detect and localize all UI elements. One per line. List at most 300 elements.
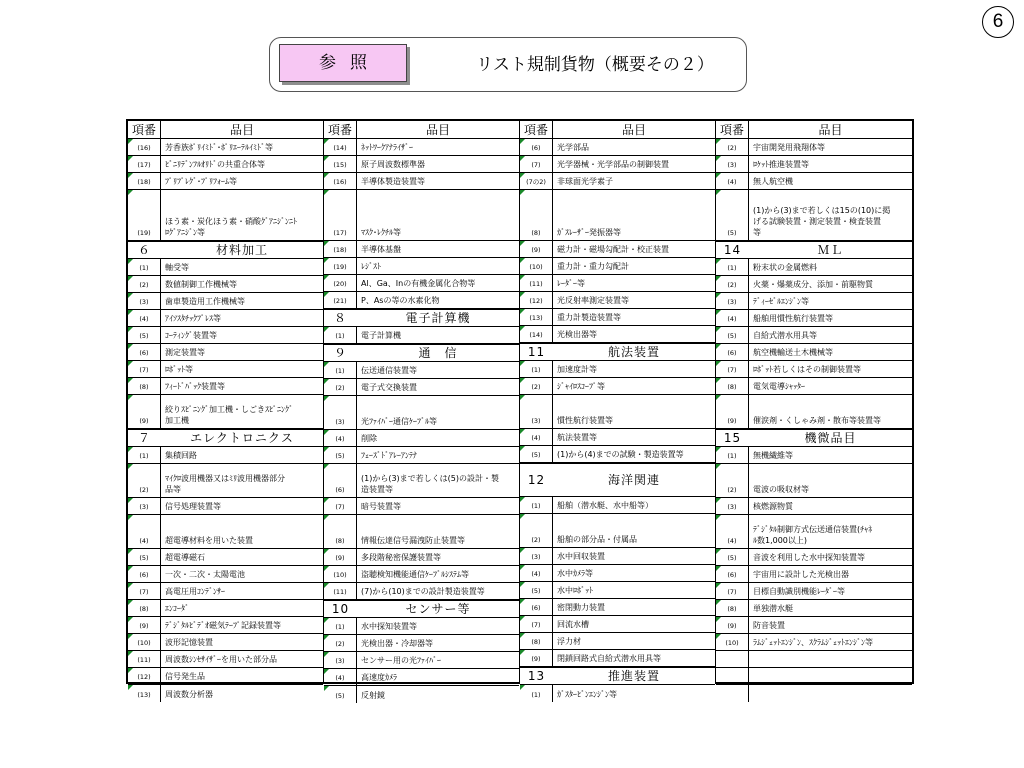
item-number: (10): [324, 566, 357, 582]
item-number: (19): [128, 190, 161, 240]
category-row: [324, 600, 519, 618]
table-row: [716, 259, 912, 276]
table-row: [716, 515, 912, 549]
item-name: 芳香族ﾎﾟﾘｲﾐﾄﾞ･ﾎﾟﾘｴｰﾃﾙｲﾐﾄﾞ等: [165, 143, 273, 152]
item-name: 核燃源物質: [753, 502, 793, 511]
item-number: (8): [520, 190, 553, 240]
table-row: [128, 344, 323, 361]
item-number: (1): [520, 361, 553, 377]
item-name: 単独潜水艇: [753, 604, 793, 613]
item-number: (6): [716, 344, 749, 360]
item-name: 船舶の部分品・付属品: [557, 535, 637, 544]
item-name: 水中回収装置: [557, 552, 605, 561]
table-row: [128, 156, 323, 173]
item-name: 信号処理装置等: [165, 502, 221, 511]
item-number: (1): [128, 259, 161, 275]
item-name: 電気電導ｼｬｯﾀｰ: [753, 382, 805, 391]
item-name: ﾛﾎﾞｯﾄ等: [165, 365, 193, 374]
table-column: [520, 121, 716, 699]
item-name: 情報伝達信号漏洩防止装置等: [361, 536, 465, 545]
table-row: [128, 668, 323, 685]
item-number: (18): [324, 241, 357, 257]
table-row: [128, 498, 323, 515]
table-row: [520, 446, 715, 463]
table-row: [324, 430, 519, 447]
item-number: (8): [716, 600, 749, 616]
item-number: (7): [716, 583, 749, 599]
table-row: [128, 685, 323, 702]
table-row: [716, 583, 912, 600]
item-number: (11): [324, 583, 357, 599]
item-number: (16): [324, 173, 357, 189]
category-row: [520, 343, 715, 361]
item-number: (5): [520, 446, 553, 462]
item-number: (10): [716, 634, 749, 650]
category-name: エレクトロニクス: [190, 431, 294, 445]
item-number: (4): [716, 515, 749, 548]
table-row: [716, 361, 912, 378]
item-name: (1)から(4)までの試験・製造装置等: [557, 450, 684, 459]
item-number: (9): [324, 549, 357, 565]
item-name: 数値制御工作機械等: [165, 280, 237, 289]
item-number: (5): [128, 549, 161, 565]
item-name: 電子式交換装置: [361, 383, 417, 392]
table-row: [520, 548, 715, 565]
item-number: (1): [716, 447, 749, 463]
item-name: (7)から(10)までの設計製造装置等: [361, 587, 485, 596]
item-name: 軸受等: [165, 263, 189, 272]
item-number: (17): [128, 156, 161, 172]
item-number: [716, 668, 749, 684]
item-name: 周波数ｼﾝｾｻｲｻﾞｰを用いた部分品: [165, 655, 277, 664]
item-name: ﾚｰﾀﾞｰ等: [557, 279, 585, 288]
item-number: (5): [324, 686, 357, 703]
item-number: (3): [128, 293, 161, 309]
item-number: (2): [128, 276, 161, 292]
item-name: 歯車製造用工作機械等: [165, 297, 245, 306]
table-row: [716, 378, 912, 395]
category-row: [324, 344, 519, 362]
table-row: [716, 634, 912, 651]
item-number: (12): [128, 668, 161, 684]
table-row: [128, 361, 323, 378]
item-number: (14): [324, 139, 357, 155]
item-number: (7): [128, 583, 161, 599]
table-row: [128, 327, 323, 344]
table-row: [128, 549, 323, 566]
item-name: ﾛﾎﾞｯﾄ若しくはその制御装置等: [753, 365, 861, 374]
item-number: (3): [716, 498, 749, 514]
item-number: (11): [128, 651, 161, 667]
table-row: [520, 241, 715, 258]
item-number: (6): [128, 566, 161, 582]
item-number: (13): [520, 309, 553, 325]
reference-label: 参照: [279, 44, 407, 82]
table-row: [128, 276, 323, 293]
item-name: センサー用の光ﾌｧｲﾊﾞｰ: [361, 656, 441, 665]
table-row: [520, 378, 715, 395]
table-row: [716, 668, 912, 685]
item-name: 電子計算機: [361, 331, 401, 340]
table-column: [716, 121, 912, 682]
item-name: [749, 685, 912, 702]
item-name: 目標自動識別機能ﾚｰﾀﾞｰ等: [753, 587, 845, 596]
item-number: (9): [128, 395, 161, 428]
category-number: ７: [137, 431, 151, 445]
item-name: 宇宙用に設計した光検出器: [753, 570, 849, 579]
item-name: 宇宙開発用飛翔体等: [753, 143, 825, 152]
item-name: 測定装置等: [165, 348, 205, 357]
item-name: 航空機輸送土木機械等: [753, 348, 833, 357]
table-row: [520, 139, 715, 156]
item-name: 非球面光学素子: [557, 177, 613, 186]
table-row: [716, 464, 912, 498]
table-header-row: [520, 121, 715, 139]
item-name: 慣性航行装置等: [557, 416, 613, 425]
item-number: (1): [520, 497, 553, 513]
item-number: (3): [324, 652, 357, 668]
table-row: [716, 344, 912, 361]
table-row: [128, 464, 323, 498]
item-name: 波形記憶装置: [165, 638, 213, 647]
category-number: 11: [527, 345, 546, 359]
table-row: [716, 173, 912, 190]
header-number-label: 項番: [324, 121, 357, 138]
item-number: (3): [128, 498, 161, 514]
item-number: (3): [520, 548, 553, 564]
item-number: (3): [324, 396, 357, 429]
item-name: 半導体製造装置等: [361, 177, 425, 186]
page-number: 6: [982, 6, 1014, 38]
item-number: (4): [128, 515, 161, 548]
item-number: [716, 651, 749, 667]
category-number: 14: [723, 243, 742, 257]
item-name: 光学部品: [557, 143, 589, 152]
item-name: ｴﾝｺｰﾀﾞ: [165, 604, 189, 613]
item-name: 反射鏡: [361, 691, 385, 700]
category-name: 通 信: [418, 346, 458, 360]
item-number: (7): [324, 498, 357, 514]
table-row: [520, 309, 715, 326]
category-number: 10: [331, 602, 350, 616]
item-name: 回流水槽: [557, 620, 589, 629]
item-number: (2): [716, 276, 749, 292]
item-name: P、Asの等の水素化物: [361, 296, 440, 305]
item-number: (4): [520, 429, 553, 445]
table-row: [520, 565, 715, 582]
item-name: [749, 668, 912, 684]
item-number: (3): [716, 293, 749, 309]
table-row: [324, 686, 519, 703]
table-row: [324, 275, 519, 292]
item-name: 無人航空機: [753, 177, 793, 186]
table-row: [520, 326, 715, 343]
category-name: ＭＬ: [817, 243, 844, 257]
table-row: [520, 275, 715, 292]
table-row: [520, 616, 715, 633]
table-row: [128, 617, 323, 634]
item-name: ﾌﾟﾘﾌﾟﾚｸﾞ･ﾌﾟﾘﾌｫｰﾑ等: [165, 177, 237, 186]
table-row: [520, 582, 715, 599]
item-number: (1): [716, 259, 749, 275]
item-number: (8): [128, 378, 161, 394]
category-row: [716, 241, 912, 259]
table-row: [324, 241, 519, 258]
table-header-row: [716, 121, 912, 139]
item-number: (8): [520, 633, 553, 649]
category-name: 推進装置: [607, 669, 660, 683]
table-row: [716, 190, 912, 241]
item-number: (1): [520, 685, 553, 702]
item-name: 航法装置等: [557, 433, 597, 442]
category-name: 電子計算機: [405, 311, 471, 325]
table-row: [324, 447, 519, 464]
table-header-row: [128, 121, 323, 139]
item-name: 一次・二次・太陽電池: [165, 570, 245, 579]
table-row: [520, 633, 715, 650]
item-number: (12): [520, 292, 553, 308]
category-number: 15: [723, 431, 742, 445]
item-name: 自給式潜水用具等: [753, 331, 817, 340]
table-row: [128, 634, 323, 651]
category-row: [520, 667, 715, 685]
table-row: [716, 276, 912, 293]
item-name: 重力計・重力勾配計: [557, 262, 629, 271]
item-number: (9): [716, 395, 749, 428]
table-row: [324, 464, 519, 498]
header-item-label: 品目: [818, 122, 843, 137]
item-name: ﾃﾞｼﾞﾀﾙﾋﾞﾃﾞｵ磁気ﾃｰﾌﾟ記録装置等: [165, 621, 281, 630]
item-number: (2): [716, 464, 749, 497]
item-number: (20): [324, 275, 357, 291]
item-number: (7): [716, 361, 749, 377]
item-number: (4): [324, 430, 357, 446]
table-row: [520, 650, 715, 667]
table-row: [716, 139, 912, 156]
item-name: 水中ｶﾒﾗ等: [557, 569, 593, 578]
table-column: [128, 121, 324, 699]
item-name: ﾏｽｸ･ﾚｸﾁﾙ等: [361, 228, 401, 237]
table-row: [324, 566, 519, 583]
item-number: (2): [324, 635, 357, 651]
item-name: 高電圧用ｺﾝﾃﾞﾝｻｰ: [165, 587, 225, 596]
table-row: [520, 361, 715, 378]
category-row: [128, 429, 323, 447]
table-row: [128, 173, 323, 190]
item-name: ｼﾞｬｲﾛｽｺｰﾌﾟ等: [557, 382, 605, 391]
item-name: 催涙剤・くしゃみ剤・散布等装置等: [753, 416, 881, 425]
category-name: センサー等: [405, 602, 471, 616]
category-row: [520, 463, 715, 497]
table-row: [716, 327, 912, 344]
item-name: 光反射率測定装置等: [557, 296, 629, 305]
table-row: [716, 617, 912, 634]
item-number: (8): [324, 515, 357, 548]
item-number: (2): [520, 378, 553, 394]
table-row: [128, 259, 323, 276]
item-name: 原子周波数標準器: [361, 160, 425, 169]
header-number-label: 項番: [128, 121, 161, 138]
table-row: [716, 549, 912, 566]
item-name: ｶﾞｽﾚｰｻﾞｰ発振器等: [557, 228, 621, 237]
table-row: [128, 378, 323, 395]
table-row: [716, 447, 912, 464]
item-number: (9): [520, 241, 553, 257]
item-name: 火薬・爆薬成分、添加・前駆物質: [753, 280, 873, 289]
item-number: (4): [324, 669, 357, 685]
table-row: [128, 651, 323, 668]
header-item-label: 品目: [229, 122, 254, 137]
item-name: ｺｰﾃｨﾝｸﾞ装置等: [165, 331, 217, 340]
item-number: (10): [128, 634, 161, 650]
item-number: (2): [128, 464, 161, 497]
item-number: (9): [716, 617, 749, 633]
table-row: [520, 173, 715, 190]
item-number: (2): [716, 139, 749, 155]
item-number: (1): [324, 618, 357, 634]
item-name: 絞りｽﾋﾟﾆﾝｸﾞ加工機・しごきｽﾋﾟﾆﾝｸﾞ 加工機: [165, 405, 293, 425]
item-name: 周波数分析器: [165, 690, 213, 699]
item-name: ﾋﾞﾆﾘﾃﾞﾝﾌﾙｵﾘﾄﾞの共重合体等: [165, 160, 265, 169]
table-row: [128, 310, 323, 327]
table-row: [520, 514, 715, 548]
item-number: (10): [520, 258, 553, 274]
item-number: (6): [716, 566, 749, 582]
item-name: (1)から(3)まで若しくは(5)の設計・製 造装置等: [361, 474, 499, 494]
table-row: [128, 447, 323, 464]
table-row: [520, 156, 715, 173]
item-number: (21): [324, 292, 357, 308]
item-name: ほう素・炭化ほう素・硝酸ｸﾞｱﾆｼﾞﾝﾆﾄ ﾛｸﾞｱﾆｼﾞﾝ等: [165, 217, 297, 237]
item-number: (4): [716, 173, 749, 189]
item-name: Al、Ga、Inの有機金属化合物等: [361, 279, 476, 288]
table-row: [324, 156, 519, 173]
item-name: 加速度計等: [557, 365, 597, 374]
table-row: [520, 685, 715, 702]
item-name: ﾗﾑｼﾞｪｯﾄｴﾝｼﾞﾝ、ｽｸﾗﾑｼﾞｪｯﾄｴﾝｼﾞﾝ等: [753, 638, 873, 647]
item-name: ﾌｪｰｽﾞﾄﾞｱﾚｰｱﾝﾃﾅ: [361, 451, 417, 460]
item-number: (7): [520, 156, 553, 172]
table-row: [520, 258, 715, 275]
table-row: [520, 599, 715, 616]
item-name: 閉鎖回路式自給式潜水用具等: [557, 654, 661, 663]
item-name: ﾃﾞｼﾞﾀﾙ制御方式伝送通信装置(ﾁｬﾈ ﾙ数1,000以上): [753, 525, 873, 545]
table-column: [324, 121, 520, 700]
table-row: [716, 498, 912, 515]
category-number: ６: [137, 243, 151, 257]
item-number: (1): [324, 327, 357, 343]
item-name: ｱｲｿｽﾀﾁｯｸﾌﾟﾚｽ等: [165, 314, 221, 323]
table-row: [324, 173, 519, 190]
category-row: [324, 309, 519, 327]
header-item-label: 品目: [425, 122, 450, 137]
table-row: [128, 293, 323, 310]
category-number: 13: [527, 669, 546, 683]
item-name: 密閉動力装置: [557, 603, 605, 612]
item-name: 半導体基盤: [361, 245, 401, 254]
table-row: [520, 190, 715, 241]
item-number: (4): [128, 310, 161, 326]
item-name: 光検出器等: [557, 330, 597, 339]
item-number: (1): [128, 447, 161, 463]
item-name: 磁力計・磁場勾配計・校正装置: [557, 245, 669, 254]
item-number: (16): [128, 139, 161, 155]
table-row: [324, 515, 519, 549]
item-name: 船舶（潜水艇、水中船等）: [557, 501, 653, 510]
item-name: ﾈｯﾄﾜｰｸｱﾅﾗｲｻﾞｰ: [361, 143, 413, 152]
table-row: [324, 327, 519, 344]
table-row: [128, 515, 323, 549]
item-name: 盗聴検知機能通信ｹｰﾌﾞﾙｼｽﾃﾑ等: [361, 570, 469, 579]
table-row: [716, 310, 912, 327]
item-name: 集積回路: [165, 451, 197, 460]
item-number: (19): [324, 258, 357, 274]
item-name: 超電導磁石: [165, 553, 205, 562]
item-number: (3): [520, 395, 553, 428]
table-row: [324, 292, 519, 309]
item-number: (7の2): [520, 173, 553, 189]
item-name: 伝送通信装置等: [361, 366, 417, 375]
item-name: ﾃﾞｨｰｾﾞﾙｴﾝｼﾞﾝ等: [753, 297, 809, 306]
item-name: 浮力材: [557, 637, 581, 646]
table-row: [716, 156, 912, 173]
table-row: [128, 600, 323, 617]
table-row: [520, 292, 715, 309]
item-number: (5): [520, 582, 553, 598]
item-name: 超電導材料を用いた装置: [165, 536, 253, 545]
item-number: (1): [324, 362, 357, 378]
table-row: [324, 549, 519, 566]
title-box: [269, 37, 747, 92]
item-name: 信号発生品: [165, 672, 205, 681]
table-row: [324, 669, 519, 686]
item-name: 船舶用慣性航行装置等: [753, 314, 833, 323]
table-row: [324, 498, 519, 515]
item-number: (15): [324, 156, 357, 172]
item-number: (7): [520, 616, 553, 632]
category-name: 航法装置: [607, 345, 660, 359]
table-row: [716, 293, 912, 310]
table-row: [324, 190, 519, 241]
table-row: [128, 583, 323, 600]
table-row: [520, 395, 715, 429]
item-number: (18): [128, 173, 161, 189]
item-name: [749, 651, 912, 667]
item-name: 多段階秘密保護装置等: [361, 553, 441, 562]
table-row: [324, 652, 519, 669]
table-row: [324, 139, 519, 156]
regulated-items-table: [126, 119, 914, 700]
item-name: 暗号装置等: [361, 502, 401, 511]
table-row: [324, 618, 519, 635]
page-title: リスト規制貨物（概要その２）: [476, 55, 714, 75]
category-number: ９: [333, 346, 347, 360]
category-name: 海洋関連: [607, 473, 660, 487]
item-name: ﾚｼﾞｽﾄ: [361, 262, 381, 271]
item-name: 防音装置: [753, 621, 785, 630]
table-row: [716, 600, 912, 617]
item-name: ﾌｨｰﾄﾞﾊﾞｯｸ装置等: [165, 382, 225, 391]
category-row: [716, 429, 912, 447]
table-row: [128, 566, 323, 583]
item-number: (3): [716, 156, 749, 172]
item-name: 高速度ｶﾒﾗ: [361, 673, 397, 682]
header-number-label: 項番: [520, 121, 553, 138]
item-number: (4): [520, 565, 553, 581]
table-row: [324, 635, 519, 652]
item-number: [716, 685, 749, 702]
table-row: [716, 395, 912, 429]
